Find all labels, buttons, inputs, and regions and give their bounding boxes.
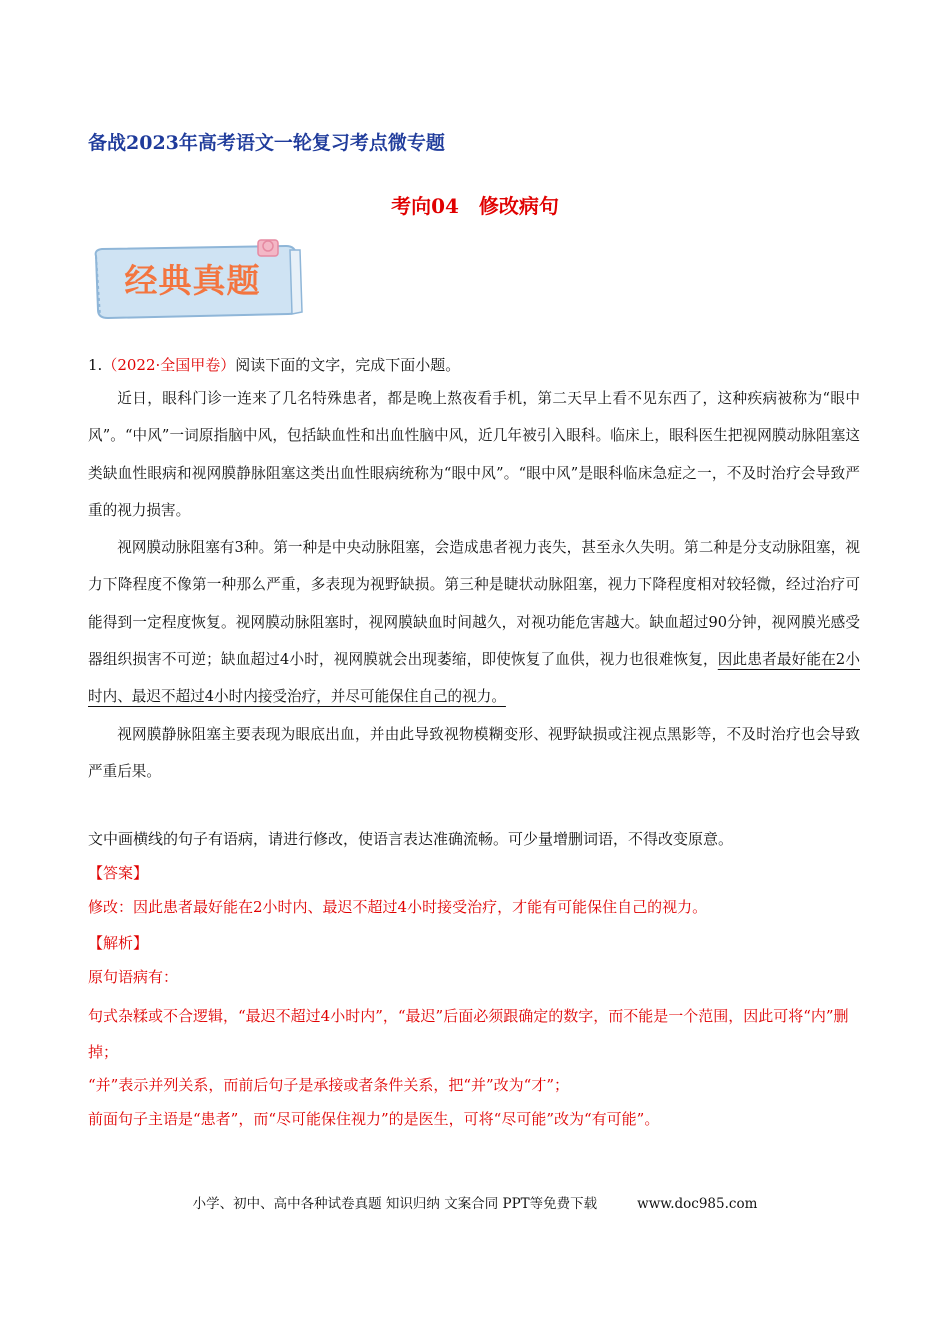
page-title: [0, 190, 950, 219]
passage: [88, 380, 860, 790]
passage-paragraph-3: 视网膜静脉阻塞主要表现为眼底出血，并由此导致视物模糊变形、视野缺损或注视点黑影等，不及时治疗也会导致严重后果。: [88, 725, 860, 780]
question-instruction: 阅读下面的文字，完成下面小题。: [235, 356, 461, 374]
question-source: （2022·全国甲卷）: [102, 356, 236, 374]
analysis-point-1: 句式杂糅或不合逻辑，“最迟不超过4小时内”，“最迟”后面必须跟确定的数字，而不能是一个范围，因此可将“内”删掉；: [88, 1007, 849, 1061]
passage-paragraph-2: [88, 529, 860, 715]
analysis-intro: 原句语病有：: [88, 968, 179, 986]
task-instruction: 文中画横线的句子有语病，请进行修改，使语言表达准确流畅。可少量增删词语，不得改变原意。: [88, 830, 734, 848]
analysis-label: 【解析】: [88, 934, 149, 952]
page-footer: [0, 1192, 950, 1212]
analysis-point-3: 前面句子主语是“患者”，而“尽可能保住视力”的是医生，可将“尽可能”改为“有可能”。: [88, 1110, 660, 1128]
analysis-point-2: “并”表示并列关系，而前后句子是承接或者条件关系，把“并”改为“才”；: [88, 1076, 570, 1094]
answer-label: 【答案】: [88, 864, 149, 882]
section-banner: [90, 236, 310, 324]
question-number: 1.: [88, 356, 103, 374]
footer-text: 小学、初中、高中各种试卷真题 知识归纳 文案合同 PPT等免费下载: [192, 1196, 598, 1212]
footer-url[interactable]: www.doc985.com: [637, 1196, 758, 1212]
underlined-sentence: 因此患者最好能在2小时内、最迟不超过4小时内接受治疗，并尽可能保住自己的视力。: [88, 651, 860, 706]
series-title: 备战2023年高考语文一轮复习考点微专题: [88, 132, 445, 154]
banner-label: 经典真题: [124, 261, 261, 300]
answer-text: 修改：因此患者最好能在2小时内、最迟不超过4小时接受治疗，才能有可能保住自己的视力。: [88, 898, 708, 916]
page-title-text: 考向04 修改病句: [391, 194, 559, 218]
passage-paragraph-2-text: 视网膜动脉阻塞有3种。第一种是中央动脉阻塞，会造成患者视力丧失，甚至永久失明。第二种是分支动脉阻塞，视力下降程度不像第一种那么严重，多表现为视野缺损。第三种是睫状动脉阻塞，视力下降程度相对较轻微，经过治疗可能得到一定程度恢复。视网膜动脉阻塞时，视网膜缺血时间越久，对视功能危害越大。缺血超过90分钟，视网膜光感受器组织损害不可逆；缺血超过4小时，视网膜就会出现萎缩，即使恢复了血供，视力也很难恢复，: [88, 539, 860, 669]
question-line: [88, 354, 460, 375]
passage-paragraph-1: 近日，眼科门诊一连来了几名特殊患者，都是晚上熬夜看手机，第二天早上看不见东西了，这种疾病被称为“眼中风”。“中风”一词原指脑中风，包括缺血性和出血性脑中风，近几年被引入眼科。临床上，眼科医生把视网膜动脉阻塞这类缺血性眼病和视网膜静脉阻塞这类出血性眼病统称为“眼中风”。“眼中风”是眼科临床急症之一，不及时治疗会导致严重的视力损害。: [88, 390, 860, 519]
